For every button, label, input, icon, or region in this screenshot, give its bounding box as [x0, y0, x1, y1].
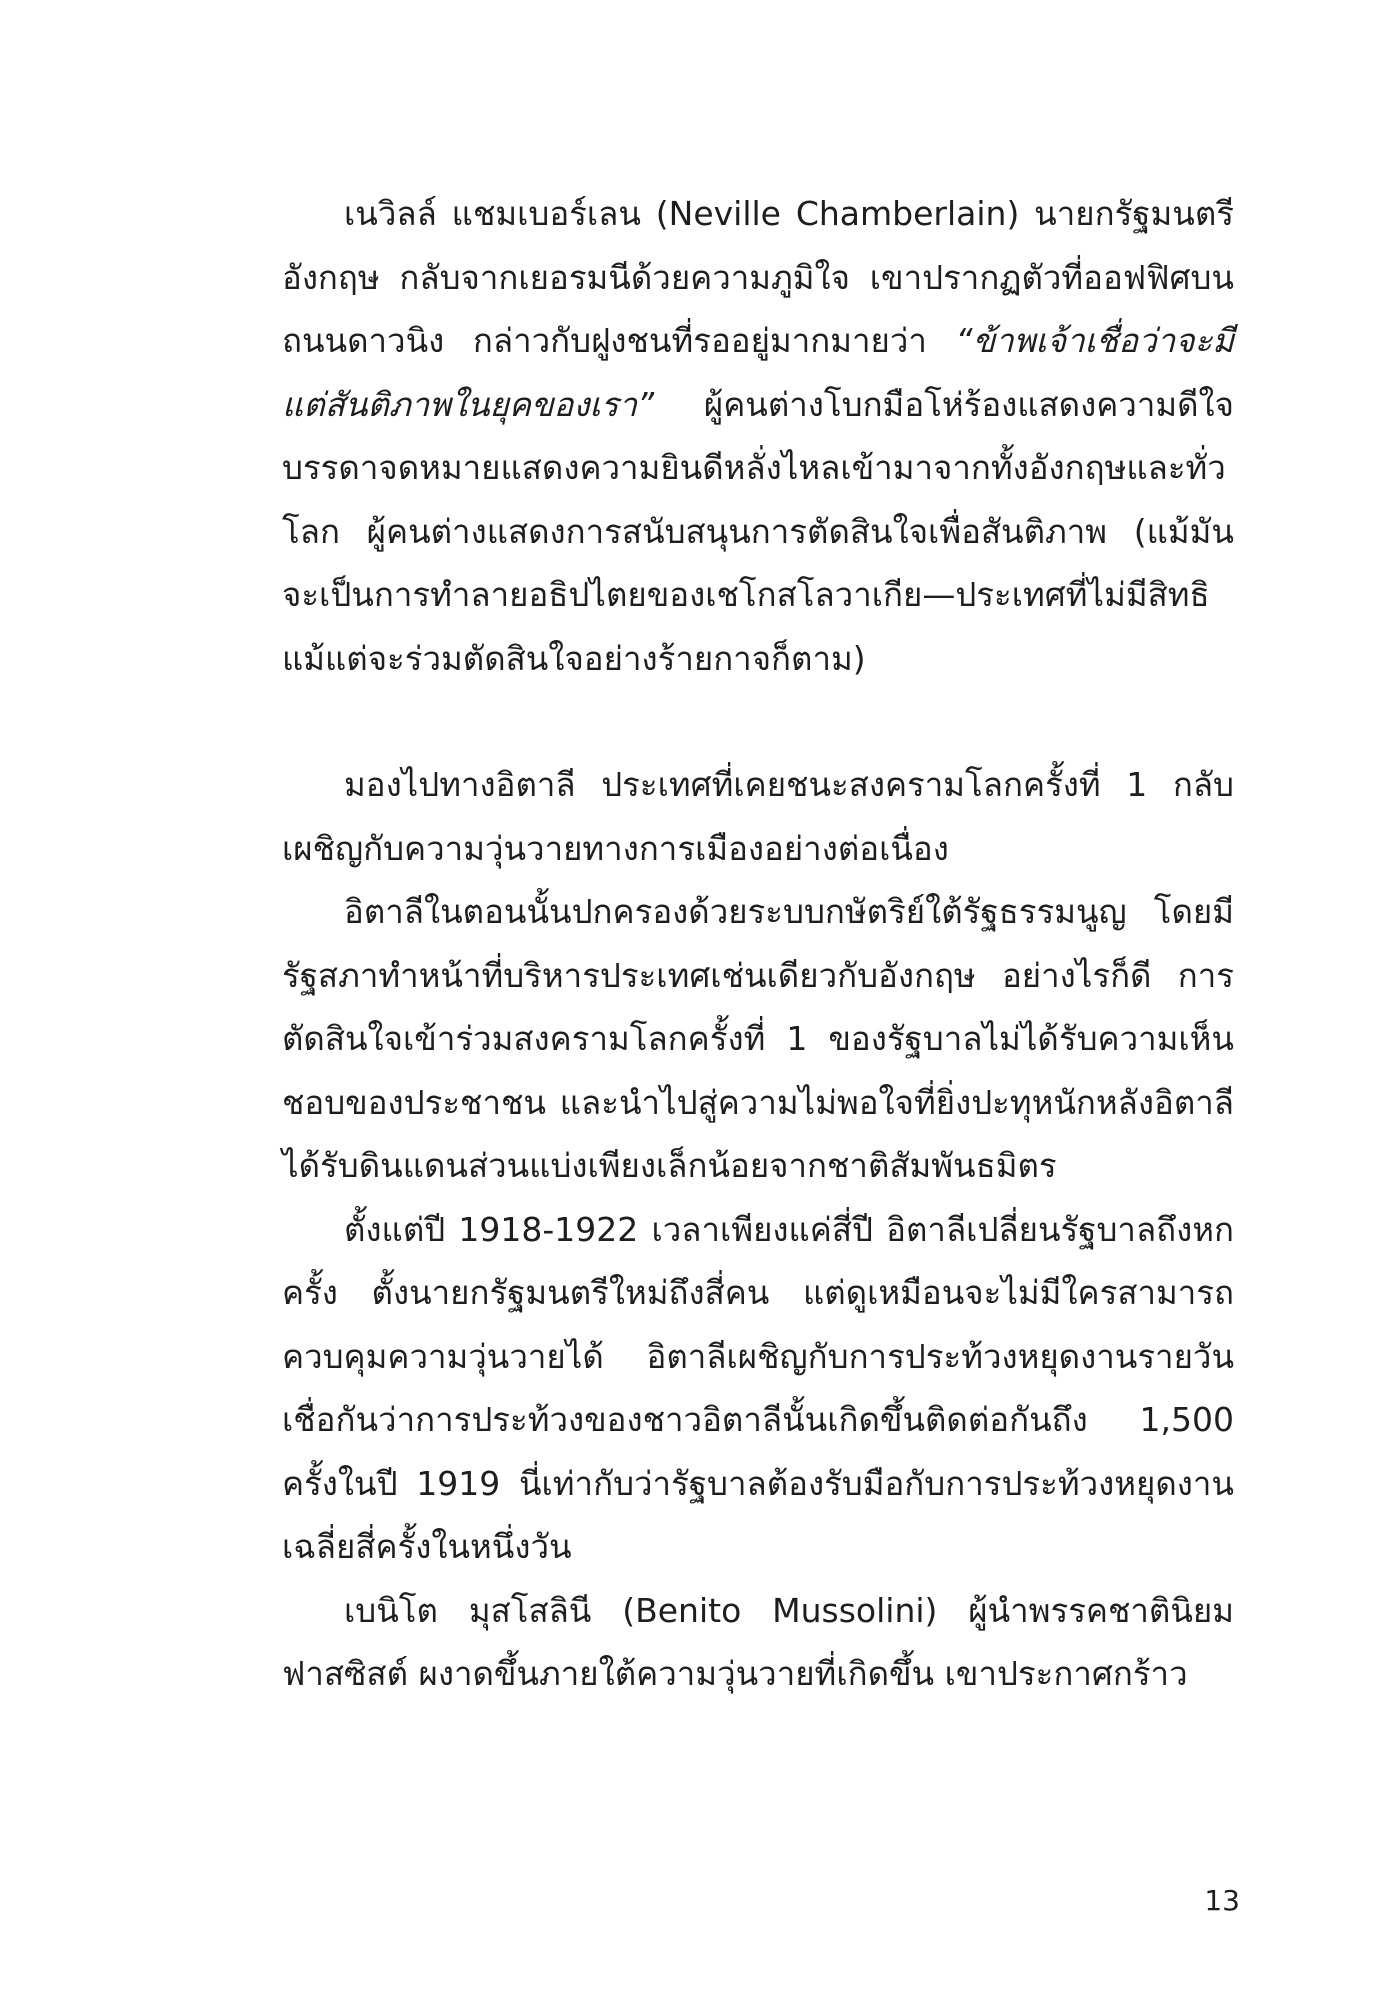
paragraph-italy-intro: มองไปทางอิตาลี ประเทศที่เคยชนะสงครามโลกครั้งที่ 1 กลับเผชิญกับความวุ่นวายทางการเมืองอย่างต่อเนื่อง — [282, 765, 1234, 868]
body-text — [282, 182, 1234, 1706]
chamberlain-quote: “ข้าพเจ้าเชื่อว่าจะมีแต่สันติภาพในยุคของเรา” — [282, 321, 1234, 424]
paragraph-text: เนวิลล์ แชมเบอร์เลน (Neville Chamberlain) นายกรัฐมนตรีอังกฤษ กลับจากเยอรมนีด้วยความภูมิใจ เขาปรากฏตัวที่ออฟฟิศบนถนนดาวนิง กล่าวกับฝูงชนที่รออยู่มากมายว่า — [282, 194, 1234, 360]
paragraph-text: ผู้คนต่างโบกมือโห่ร้องแสดงความดีใจ บรรดาจดหมายแสดงความยินดีหลั่งไหลเข้ามาจากทั้งอังกฤษและทั่วโลก ผู้คนต่างแสดงการสนับสนุนการตัดสินใจเพื่อสันติภาพ (แม้มันจะเป็นการทำลายอธิปไตยของเชโกสโลวาเกีย—ประเทศที่ไม่มีสิทธิแม้แต่จะร่วมตัดสินใจอย่างร้ายกาจก็ตาม) — [282, 384, 1234, 678]
paragraph-italy-monarchy: อิตาลีในตอนนั้นปกครองด้วยระบบกษัตริย์ใต้รัฐธรรมนูญ โดยมีรัฐสภาทำหน้าที่บริหารประเทศเช่นเดียวกับอังกฤษ อย่างไรก็ดี การตัดสินใจเข้าร่วมสงครามโลกครั้งที่ 1 ของรัฐบาลไม่ได้รับความเห็นชอบของประชาชน และนำไปสู่ความไม่พอใจที่ยิ่งปะทุหนักหลังอิตาลีได้รับดินแดนส่วนแบ่งเพียงเล็กน้อยจากชาติสัมพันธมิตร — [282, 892, 1234, 1185]
page-number: 13 — [1204, 1884, 1240, 1917]
paragraph-italy-strikes: ตั้งแต่ปี 1918-1922 เวลาเพียงแค่สี่ปี อิตาลีเปลี่ยนรัฐบาลถึงหกครั้ง ตั้งนายกรัฐมนตรีใหม่ถึงสี่คน แต่ดูเหมือนจะไม่มีใครสามารถควบคุมความวุ่นวายได้ อิตาลีเผชิญกับการประท้วงหยุดงานรายวัน เชื่อกันว่าการประท้วงของชาวอิตาลีนั้นเกิดขึ้นติดต่อกันถึง 1,500 ครั้งในปี 1919 นี่เท่ากับว่ารัฐบาลต้องรับมือกับการประท้วงหยุดงานเฉลี่ยสี่ครั้งในหนึ่งวัน — [282, 1209, 1234, 1566]
paragraph-chamberlain — [282, 182, 1234, 690]
paragraph-mussolini: เบนิโต มุสโสลินี (Benito Mussolini) ผู้นำพรรคชาตินิยมฟาสซิสต์ ผงาดขึ้นภายใต้ความวุ่นวายที่เกิดขึ้น เขาประกาศกร้าว — [282, 1590, 1234, 1693]
